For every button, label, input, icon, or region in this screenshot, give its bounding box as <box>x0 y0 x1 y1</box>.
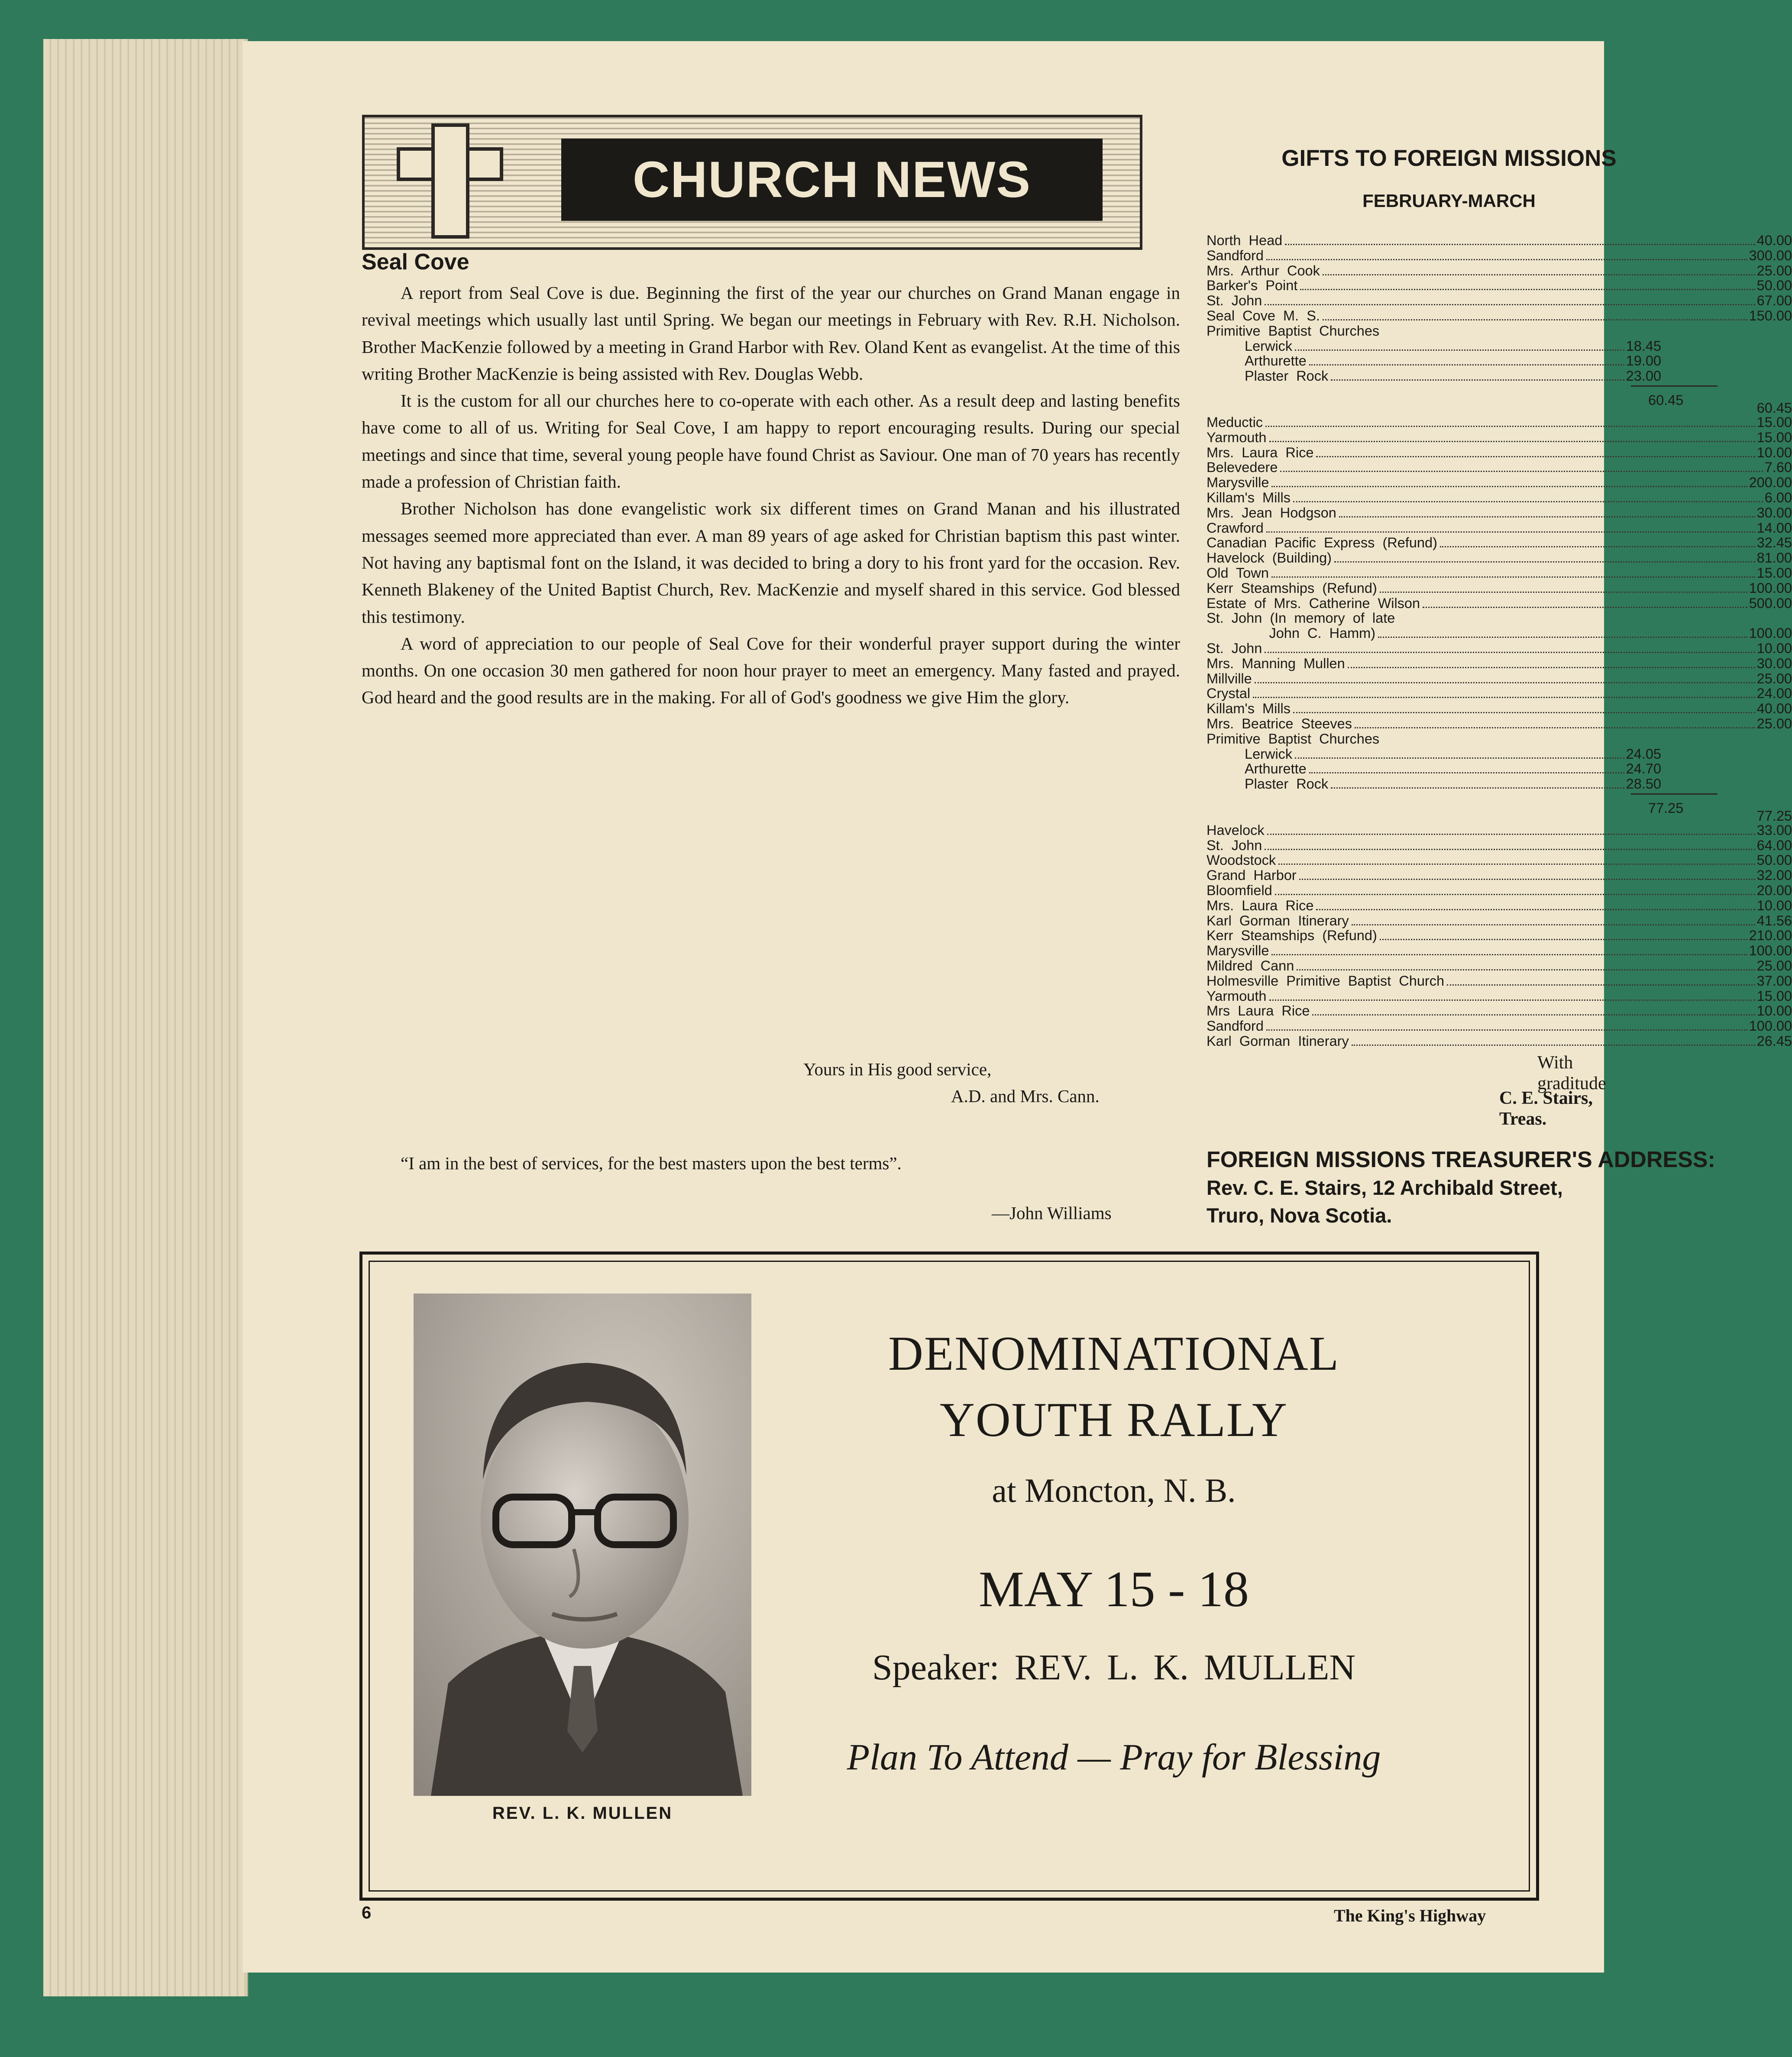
gift-amount: 100.00 <box>1749 580 1792 596</box>
leader-dots <box>1312 1014 1755 1016</box>
ledger-row <box>1207 761 1661 776</box>
ledger-row <box>1207 581 1792 596</box>
donor-name: Crawford <box>1207 520 1264 536</box>
ledger-row <box>1207 883 1792 898</box>
donor-name: Killam's Mills <box>1207 489 1291 505</box>
donor-name: Old Town <box>1207 565 1269 581</box>
photo-caption: REV. L. K. MULLEN <box>492 1804 673 1823</box>
ledger-row <box>1207 353 1661 369</box>
ledger-row <box>1207 853 1792 868</box>
donor-name: Bloomfield <box>1207 883 1272 899</box>
leader-dots <box>1269 441 1755 442</box>
donor-name: Arthurette <box>1245 353 1307 369</box>
treasurer-signature: C. E. Stairs, Treas. <box>1499 1088 1593 1129</box>
ledger-row <box>1207 293 1792 308</box>
donor-name: Mrs. Laura Rice <box>1207 897 1314 913</box>
gift-amount: 50.00 <box>1756 278 1792 294</box>
leader-dots <box>1278 864 1755 865</box>
leader-dots <box>1285 244 1755 245</box>
ledger-row <box>1207 686 1792 701</box>
gift-amount: 10.00 <box>1756 1003 1792 1019</box>
donor-name: Karl Gorman Itinerary <box>1207 912 1349 928</box>
quote-text: “I am in the best of services, for the best masters upon the best terms”. <box>401 1153 902 1173</box>
leader-dots <box>1323 319 1747 320</box>
signoff-line: Yours in His good service, <box>803 1059 992 1079</box>
gift-amount: 28.50 <box>1626 776 1661 792</box>
gift-amount: 19.00 <box>1626 353 1661 369</box>
leader-dots <box>1275 894 1755 895</box>
article-paragraph: Brother Nicholson has done evangelistic work six different times on Grand Manan and his illustrated messages seemed more appreciated than ever. A man 89 years of age asked for Christian baptism this past winter. Not having any baptismal font on the Island, it was decided to bring a dory to his front yard for the occasion. Rev. Kenneth Blakeney of the United Baptist Church, Rev. MacKenzie and myself shared in this service. God blessed this testimony. <box>362 498 1180 627</box>
donor-name: Mrs. Jean Hodgson <box>1207 505 1336 521</box>
leader-dots <box>1266 531 1755 533</box>
donor-name: Barker's Point <box>1207 278 1298 294</box>
ledger-sub-block <box>1207 339 1792 384</box>
donor-name: St. John <box>1207 293 1262 309</box>
ledger-row <box>1207 263 1792 278</box>
rally-location: at Moncton, N. B. <box>992 1472 1236 1509</box>
donor-name: Mrs. Manning Mullen <box>1207 655 1345 671</box>
donor-name: Sandford <box>1207 1018 1264 1034</box>
donor-name: Lerwick <box>1245 746 1293 762</box>
ledger-sub-block <box>1207 747 1792 792</box>
ledger-row <box>1207 747 1661 762</box>
donor-name: Mildred Cann <box>1207 958 1294 974</box>
gift-amount: 25.00 <box>1756 262 1792 278</box>
leader-dots <box>1440 546 1755 547</box>
ledger-row <box>1207 626 1792 641</box>
ledger-row <box>1207 490 1792 505</box>
donor-name: Lerwick <box>1245 338 1293 354</box>
ledger-row <box>1207 521 1792 536</box>
leader-dots <box>1271 486 1747 487</box>
leader-dots <box>1299 879 1755 880</box>
gift-amount: 81.00 <box>1756 550 1792 566</box>
ledger-row <box>1207 415 1792 430</box>
donor-name: Mrs Laura Rice <box>1207 1003 1310 1019</box>
leader-dots <box>1352 1045 1755 1046</box>
treasurer-address <box>1207 1145 1787 1229</box>
donor-name: Killam's Mills <box>1207 701 1291 717</box>
ledger-row <box>1207 611 1792 626</box>
donor-name: Sandford <box>1207 247 1264 263</box>
gift-amount: 24.00 <box>1756 686 1792 702</box>
gift-amount: 500.00 <box>1749 595 1792 611</box>
gift-amount: 50.00 <box>1756 852 1792 868</box>
leader-dots <box>1297 969 1755 970</box>
leader-dots <box>1348 667 1755 668</box>
ledger-row <box>1207 323 1792 339</box>
leader-dots <box>1269 999 1755 1001</box>
ledger-row <box>1207 535 1792 550</box>
donor-name: Havelock <box>1207 822 1265 838</box>
gift-amount: 67.00 <box>1756 293 1792 309</box>
gift-amount: 25.00 <box>1756 715 1792 731</box>
donor-name: Arthurette <box>1245 761 1307 777</box>
ledger-row <box>1207 1003 1792 1019</box>
donor-name: Grand Harbor <box>1207 867 1297 883</box>
subtotal-rule <box>1631 385 1718 387</box>
gift-amount: 210.00 <box>1749 928 1792 944</box>
magazine-page <box>243 41 1792 1973</box>
leader-dots <box>1280 471 1763 472</box>
ledger-row <box>1207 505 1792 521</box>
gift-amount: 64.00 <box>1756 837 1792 853</box>
gift-amount: 32.00 <box>1756 867 1792 883</box>
donor-name: Kerr Steamships (Refund) <box>1207 928 1377 944</box>
leader-dots <box>1295 757 1624 759</box>
donor-name: Plaster Rock <box>1245 776 1329 792</box>
leader-dots <box>1300 289 1755 290</box>
ledger-row <box>1207 943 1792 958</box>
leader-dots <box>1339 516 1755 517</box>
gift-amount: 25.00 <box>1756 670 1792 686</box>
leader-dots <box>1309 772 1624 773</box>
gift-amount: 10.00 <box>1756 444 1792 460</box>
leader-dots <box>1266 1029 1747 1031</box>
ledger-row <box>1207 731 1792 747</box>
signoff-names: A.D. and Mrs. Cann. <box>951 1086 1100 1106</box>
page-number: 6 <box>362 1903 372 1922</box>
ledger-row <box>1207 430 1792 445</box>
leader-dots <box>1293 501 1763 502</box>
address-heading: FOREIGN MISSIONS TREASURER'S ADDRESS: <box>1207 1147 1715 1172</box>
quote-author: —John Williams <box>992 1203 1112 1223</box>
leader-dots <box>1295 349 1624 351</box>
banner-title: CHURCH NEWS <box>561 139 1103 221</box>
ledger-row <box>1207 550 1792 566</box>
ledger-row <box>1207 475 1792 490</box>
gifts-ledger <box>1207 233 1792 1049</box>
rally-title-line-1: DENOMINATIONAL <box>888 1327 1340 1381</box>
gifts-title: GIFTS TO FOREIGN MISSIONS <box>1281 146 1617 171</box>
ledger-row <box>1207 596 1792 611</box>
leader-dots <box>1378 637 1747 638</box>
address-line: Rev. C. E. Stairs, 12 Archibald Street, <box>1207 1176 1563 1199</box>
cross-icon <box>431 123 469 239</box>
gift-amount: 200.00 <box>1749 475 1792 491</box>
ledger-row <box>1207 566 1792 581</box>
gift-amount: 40.00 <box>1756 701 1792 717</box>
gift-amount: 300.00 <box>1749 247 1792 263</box>
ledger-row <box>1207 445 1792 460</box>
ledger-block <box>1207 823 1792 1049</box>
donor-name: Seal Cove M. S. <box>1207 307 1320 323</box>
leader-dots <box>1266 259 1747 260</box>
donor-name: Mrs. Arthur Cook <box>1207 262 1320 278</box>
gift-amount: 100.00 <box>1749 943 1792 959</box>
donor-name: Mrs. Laura Rice <box>1207 444 1314 460</box>
donor-name: Primitive Baptist Churches <box>1207 731 1380 747</box>
ledger-row <box>1207 838 1792 853</box>
subtotal-row <box>1207 792 1792 823</box>
gift-amount: 24.70 <box>1626 761 1661 777</box>
leader-dots <box>1447 984 1755 986</box>
gift-amount: 15.00 <box>1756 565 1792 581</box>
subtotal-value: 60.45 <box>1648 392 1684 408</box>
ledger-row <box>1207 823 1792 838</box>
rally-title-line-2: YOUTH RALLY <box>939 1393 1288 1447</box>
subtotal-rule <box>1631 793 1718 795</box>
donor-name: Mrs. Beatrice Steeves <box>1207 715 1352 731</box>
donor-name: St. John <box>1207 640 1262 656</box>
donor-name: Yarmouth <box>1207 429 1267 445</box>
gratitude-line: With graditude <box>1537 1053 1606 1093</box>
publication-name: The King's Highway <box>1334 1906 1486 1925</box>
ledger-row <box>1207 233 1792 248</box>
leader-dots <box>1380 939 1747 940</box>
leader-dots <box>1380 592 1747 593</box>
section-heading: Seal Cove <box>362 249 469 275</box>
ledger-row <box>1207 278 1792 293</box>
leader-dots <box>1271 576 1755 578</box>
church-news-banner <box>362 115 1137 245</box>
ledger-block <box>1207 415 1792 747</box>
donor-name: Havelock (Building) <box>1207 550 1332 566</box>
ledger-row <box>1207 701 1792 716</box>
ledger-row <box>1207 641 1792 656</box>
article-paragraph: A word of appreciation to our people of Seal Cove for their wonderful prayer support during the winter months. On one occasion 30 men gathered for noon hour prayer to meet an emergency. Many fasted and prayed. God heard and the good results are in the making. For all of God's goodness we give Him the glory. <box>362 633 1180 708</box>
gift-amount: 32.45 <box>1756 535 1792 551</box>
ledger-block <box>1207 233 1792 339</box>
donor-name: Crystal <box>1207 686 1251 702</box>
donor-name: Canadian Pacific Express (Refund) <box>1207 535 1437 551</box>
address-line: Truro, Nova Scotia. <box>1207 1204 1392 1227</box>
ledger-row <box>1207 958 1792 974</box>
leader-dots <box>1255 682 1755 683</box>
page-stack-edge <box>43 39 248 1996</box>
ledger-row <box>1207 913 1792 928</box>
donor-name: Marysville <box>1207 475 1269 491</box>
gift-amount: 15.00 <box>1756 414 1792 430</box>
youth-rally-ad <box>359 1252 1539 1901</box>
subtotal-carried: 77.25 <box>1756 808 1792 824</box>
donor-name: Millville <box>1207 670 1252 686</box>
leader-dots <box>1316 909 1755 910</box>
leader-dots <box>1331 787 1624 789</box>
ledger-row <box>1207 1019 1792 1034</box>
leader-dots <box>1352 924 1755 925</box>
gift-amount: 26.45 <box>1756 1033 1792 1049</box>
seal-cove-article <box>362 279 1180 711</box>
gift-amount: 10.00 <box>1756 897 1792 913</box>
gift-amount: 40.00 <box>1756 233 1792 248</box>
ledger-row <box>1207 989 1792 1004</box>
leader-dots <box>1316 456 1755 457</box>
leader-dots <box>1331 379 1624 381</box>
subtotal-carried: 60.45 <box>1756 400 1792 416</box>
gifts-subtitle: FEBRUARY-MARCH <box>1362 191 1536 211</box>
leader-dots <box>1355 727 1755 728</box>
ledger-row <box>1207 656 1792 671</box>
ledger-row <box>1207 716 1792 731</box>
leader-dots <box>1309 364 1624 365</box>
donor-name: Primitive Baptist Churches <box>1207 323 1380 339</box>
donor-name: John C. Hamm) <box>1207 625 1376 641</box>
donor-name: Kerr Steamships (Refund) <box>1207 580 1377 596</box>
leader-dots <box>1293 712 1755 713</box>
gift-amount: 25.00 <box>1756 958 1792 974</box>
ledger-row <box>1207 776 1661 792</box>
ledger-row <box>1207 974 1792 989</box>
leader-dots <box>1265 849 1755 850</box>
donor-name: Meductic <box>1207 414 1263 430</box>
leader-dots <box>1323 274 1755 275</box>
ledger-row <box>1207 1034 1792 1049</box>
gift-amount: 30.00 <box>1756 505 1792 521</box>
gift-amount: 37.00 <box>1756 973 1792 989</box>
ledger-row <box>1207 868 1792 883</box>
leader-dots <box>1253 697 1755 698</box>
gift-amount: 33.00 <box>1756 822 1792 838</box>
ledger-row <box>1207 369 1661 384</box>
subtotal-row <box>1207 384 1792 415</box>
subtotal-value: 77.25 <box>1648 800 1684 816</box>
ledger-row <box>1207 898 1792 913</box>
gift-amount: 7.60 <box>1764 459 1792 475</box>
gift-amount: 20.00 <box>1756 883 1792 899</box>
gift-amount: 18.45 <box>1626 338 1661 354</box>
gift-amount: 15.00 <box>1756 988 1792 1004</box>
gift-amount: 100.00 <box>1749 625 1792 641</box>
gift-amount: 24.05 <box>1626 746 1661 762</box>
donor-name: St. John (In memory of late <box>1207 610 1395 626</box>
rally-speaker: Speaker: REV. L. K. MULLEN <box>872 1647 1355 1688</box>
donor-name: Marysville <box>1207 943 1269 959</box>
leader-dots <box>1334 561 1755 563</box>
donor-name: Holmesville Primitive Baptist Church <box>1207 973 1445 989</box>
leader-dots <box>1265 426 1755 427</box>
gift-amount: 14.00 <box>1756 520 1792 536</box>
gift-amount: 10.00 <box>1756 640 1792 656</box>
donor-name: Woodstock <box>1207 852 1276 868</box>
donor-name: Plaster Rock <box>1245 368 1329 384</box>
donor-name: Estate of Mrs. Catherine Wilson <box>1207 595 1420 611</box>
leader-dots <box>1423 607 1747 608</box>
rally-tagline: Plan To Attend — Pray for Blessing <box>847 1736 1381 1778</box>
ledger-row <box>1207 928 1792 943</box>
gift-amount: 100.00 <box>1749 1018 1792 1034</box>
gift-amount: 150.00 <box>1749 307 1792 323</box>
ledger-row <box>1207 460 1792 475</box>
gift-amount: 23.00 <box>1626 368 1661 384</box>
gift-amount: 41.56 <box>1756 912 1792 928</box>
rally-dates: MAY 15 - 18 <box>979 1561 1249 1617</box>
ledger-row <box>1207 671 1792 686</box>
gift-amount: 15.00 <box>1756 429 1792 445</box>
ledger-row <box>1207 339 1661 354</box>
ledger-row <box>1207 308 1792 323</box>
article-paragraph: It is the custom for all our churches here to co-operate with each other. As a result deep and lasting benefits have come to all of us. Writing for Seal Cove, I am happy to report encouraging results. During our special meetings and since that time, several young people have found Christ as Saviour. One man of 70 years has recently made a profession of Christian faith. <box>362 391 1180 492</box>
portrait-photo <box>414 1294 751 1796</box>
donor-name: Belevedere <box>1207 459 1278 475</box>
donor-name: Karl Gorman Itinerary <box>1207 1033 1349 1049</box>
article-paragraph: A report from Seal Cove is due. Beginning the first of the year our churches on Grand Manan engage in revival meetings which usually last until Spring. We began our meetings in February with Rev. R.H. Nicholson. Brother MacKenzie followed by a meeting in Grand Harbor with Rev. Oland Kent as evangelist. At the time of this writing Brother MacKenzie is being assisted with Rev. Douglas Webb. <box>362 283 1180 384</box>
leader-dots <box>1265 304 1755 305</box>
leader-dots <box>1267 834 1755 835</box>
leader-dots <box>1265 652 1755 653</box>
gift-amount: 6.00 <box>1764 489 1792 505</box>
leader-dots <box>1271 954 1747 955</box>
gift-amount: 30.00 <box>1756 655 1792 671</box>
ledger-row <box>1207 248 1792 263</box>
donor-name: Yarmouth <box>1207 988 1267 1004</box>
donor-name: North Head <box>1207 233 1283 248</box>
donor-name: St. John <box>1207 837 1262 853</box>
